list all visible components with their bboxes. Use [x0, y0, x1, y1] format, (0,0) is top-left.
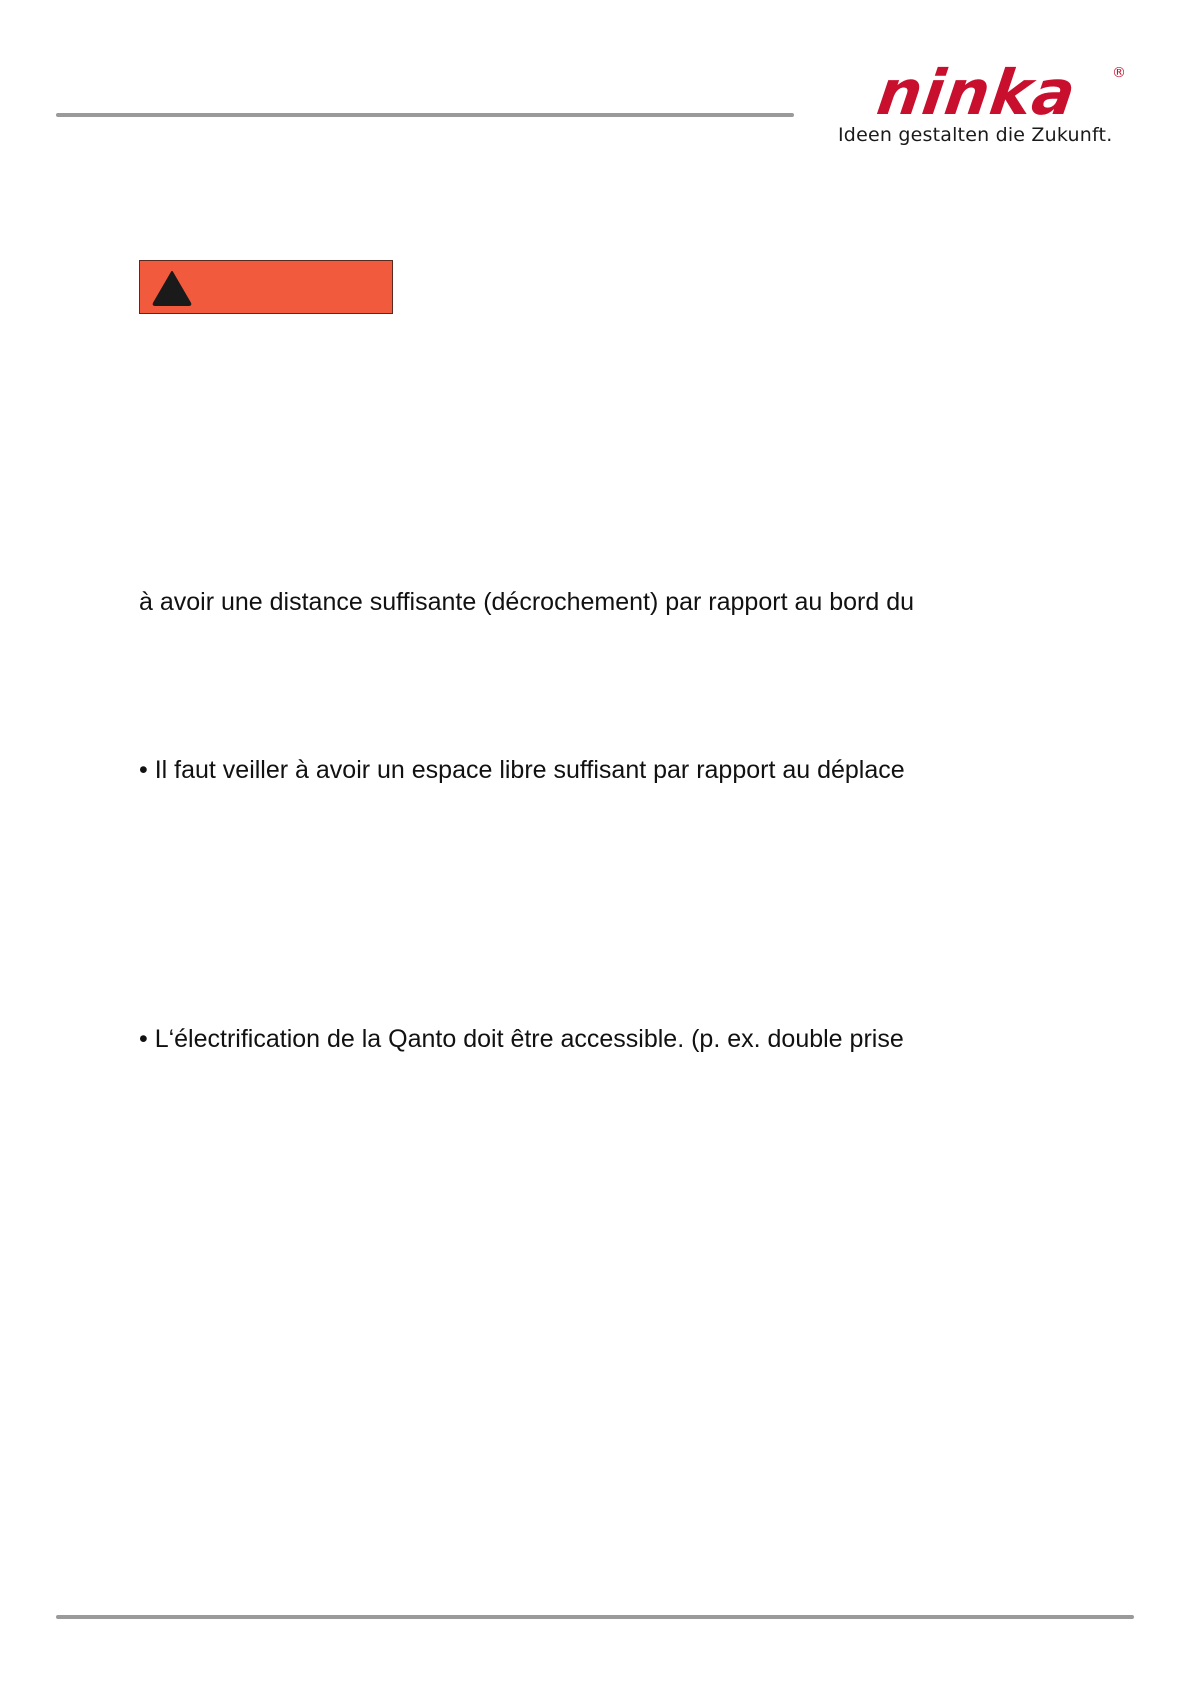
body-text-bullet: • Il faut veiller à avoir un espace libre suffisant par rapport au déplace	[139, 756, 905, 784]
footer-rule	[56, 1615, 1134, 1619]
logo-tagline: Ideen gestalten die Zukunft.	[838, 124, 1113, 146]
registered-mark: ®	[1112, 65, 1126, 81]
body-text-bullet: • L‘électrification de la Qanto doit être accessible. (p. ex. double prise	[139, 1025, 904, 1053]
logo-wordmark: ninka	[872, 56, 1081, 129]
brand-logo	[830, 56, 1130, 152]
warning-banner	[139, 260, 393, 314]
body-text-line: à avoir une distance suffisante (décrochement) par rapport au bord du	[139, 588, 914, 616]
header-rule	[56, 113, 794, 117]
warning-triangle-icon	[152, 270, 192, 306]
